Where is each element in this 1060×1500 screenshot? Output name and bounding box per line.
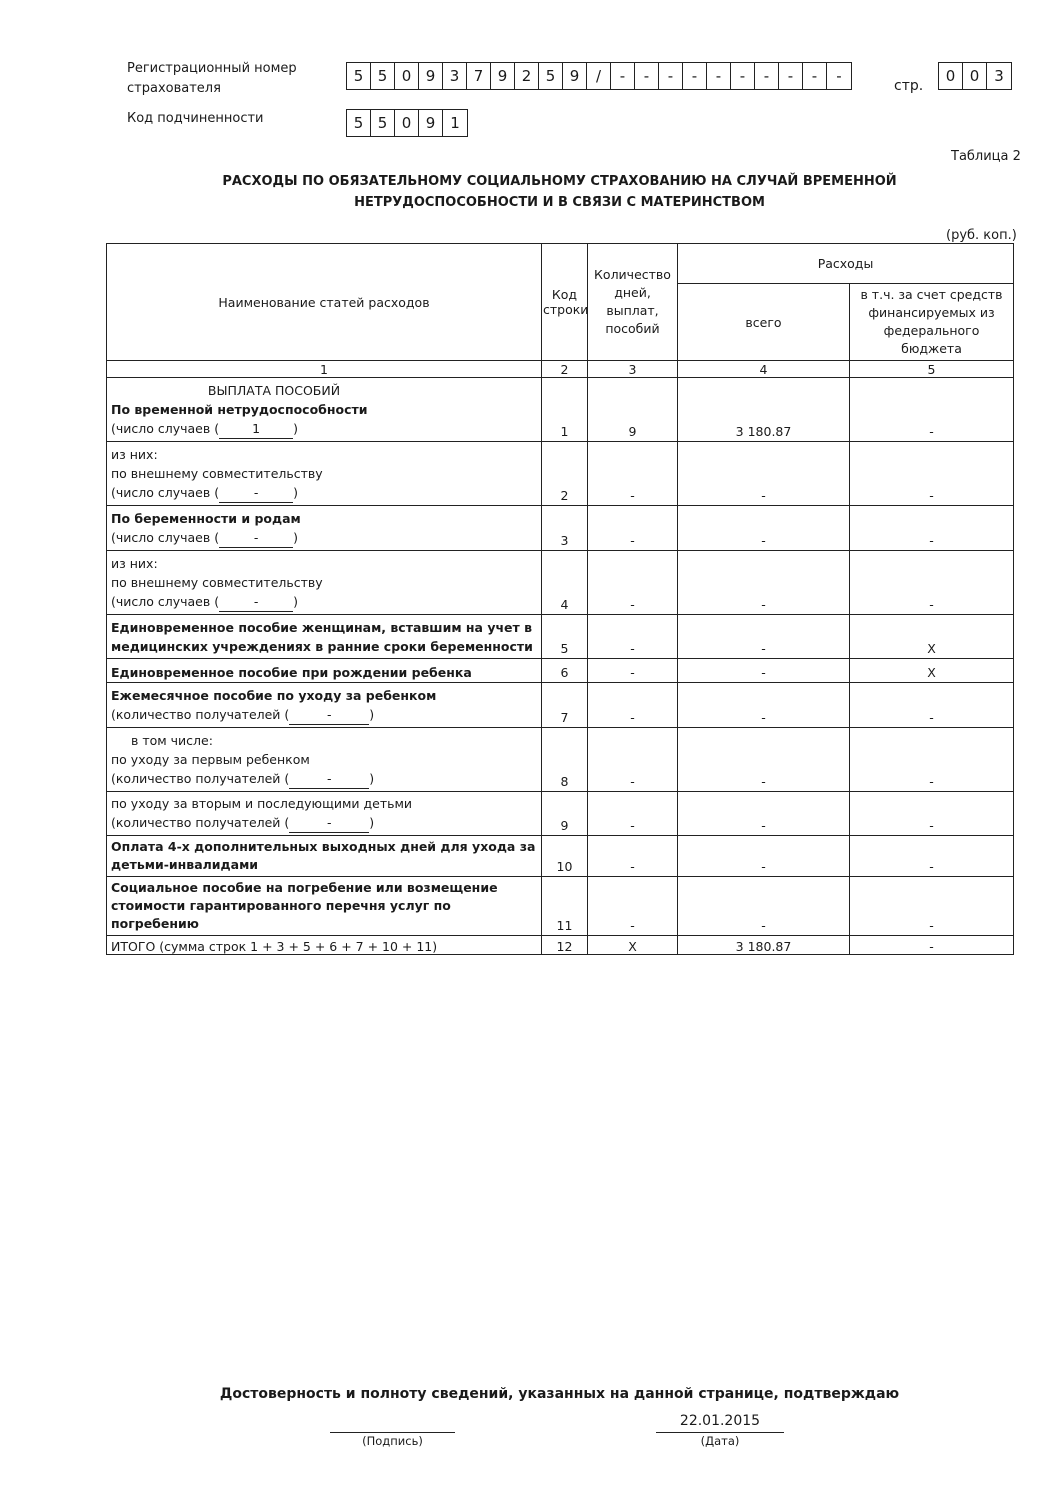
colnum-5: 5 <box>850 361 1014 378</box>
row10-l1: Оплата 4-х дополнительных выходных дней для ухода за <box>111 839 536 854</box>
row6-title: Единовременное пособие при рождении ребенка <box>107 659 542 683</box>
header-count-l1: Количество <box>594 267 671 282</box>
row2-name <box>107 442 542 506</box>
row3-sub-val: - <box>219 528 293 548</box>
digit-box: - <box>836 67 842 85</box>
header-federal-l2: финансируемых из <box>868 305 995 320</box>
row10-count: - <box>588 836 678 877</box>
page-number-boxes <box>938 62 1012 90</box>
row5-l2: медицинских учреждениях в ранние сроки беременности <box>111 639 533 654</box>
table-row <box>107 683 1014 728</box>
row4-sub-post: ) <box>293 594 298 609</box>
row1-name <box>107 378 542 442</box>
header-name <box>107 244 542 361</box>
row4-code: 4 <box>542 551 588 615</box>
row8-l1: в том числе: <box>131 733 213 748</box>
row4-sub-pre: (число случаев ( <box>111 594 220 609</box>
column-numbers-row <box>107 361 1014 378</box>
header-count <box>588 244 678 361</box>
row12-count: X <box>588 936 678 955</box>
table-row <box>107 792 1014 836</box>
row1-sub-val: 1 <box>219 419 293 439</box>
row3-title: По беременности и родам <box>111 511 301 526</box>
row7-name <box>107 683 542 728</box>
signature-caption: (Подпись) <box>362 1434 423 1448</box>
digit-box: 0 <box>395 63 419 89</box>
row2-sub <box>111 483 537 503</box>
digit-box: 5 <box>347 110 371 136</box>
row8-name <box>107 728 542 792</box>
row1-title: По временной нетрудоспособности <box>111 402 368 417</box>
row4-count: - <box>588 551 678 615</box>
row3-sub-pre: (число случаев ( <box>111 530 220 545</box>
row10-l2: детьми-инвалидами <box>111 857 259 872</box>
page-label: стр. <box>894 78 924 94</box>
colnum-1: 1 <box>107 361 542 378</box>
row2-l2: по внешнему совместительству <box>111 466 323 481</box>
row1-sub-pre: (число случаев ( <box>111 421 220 436</box>
row4-sub-val: - <box>219 592 293 612</box>
row2-sub-post: ) <box>293 485 298 500</box>
table-row <box>107 378 1014 442</box>
row5-count: - <box>588 615 678 659</box>
subordination-label: Код подчиненности <box>127 111 264 126</box>
header-federal-l1: в т.ч. за счет средств <box>860 287 1003 302</box>
expenses-table <box>106 243 1014 955</box>
row7-title: Ежемесячное пособие по уходу за ребенком <box>111 688 437 703</box>
row2-sub-val: - <box>219 483 293 503</box>
digit-box: 9 <box>491 63 515 89</box>
table-row <box>107 877 1014 936</box>
colnum-3: 3 <box>588 361 678 378</box>
row12-federal: - <box>850 936 1014 955</box>
row9-sub-pre: (количество получателей ( <box>111 815 290 830</box>
row1-code: 1 <box>542 378 588 442</box>
row9-count: - <box>588 792 678 836</box>
row5-code: 5 <box>542 615 588 659</box>
header-code-l2: строки <box>543 302 589 317</box>
row9-sub-val: - <box>289 813 369 833</box>
row10-name <box>107 836 542 877</box>
header-code-l1: Код <box>551 287 578 302</box>
digit-box: - <box>635 63 659 89</box>
row8-federal: - <box>850 728 1014 792</box>
table-number-label: Таблица 2 <box>951 149 1021 164</box>
row4-l2: по внешнему совместительству <box>111 575 323 590</box>
row4-federal: - <box>850 551 1014 615</box>
table-row <box>107 936 1014 955</box>
digit-box: 9 <box>563 63 587 89</box>
row6-total: - <box>678 659 850 683</box>
row8-code: 8 <box>542 728 588 792</box>
row12-code: 12 <box>542 936 588 955</box>
row12-total: 3 180.87 <box>678 936 850 955</box>
row1-total: 3 180.87 <box>678 378 850 442</box>
digit-box: - <box>779 63 803 89</box>
table-row <box>107 506 1014 551</box>
header-count-l3: выплат, <box>606 303 659 318</box>
row8-total: - <box>678 728 850 792</box>
row11-federal: - <box>850 877 1014 936</box>
row3-count: - <box>588 506 678 551</box>
header-expenses-text: Расходы <box>817 256 874 271</box>
confirmation-text: Достоверность и полноту сведений, указанных на данной странице, подтверждаю <box>219 1386 900 1402</box>
colnum-4: 4 <box>678 361 850 378</box>
row6-federal: X <box>850 659 1014 683</box>
digit-box: 0 <box>939 63 963 89</box>
digit-box: - <box>731 63 755 89</box>
date-line <box>656 1432 784 1433</box>
header-count-l4: пособий <box>605 321 660 336</box>
row10-federal: - <box>850 836 1014 877</box>
row11-l2: стоимости гарантированного перечня услуг по <box>111 898 451 913</box>
header-federal-l3: федерального бюджета <box>883 323 980 356</box>
digit-box: 5 <box>539 63 563 89</box>
table-row <box>107 836 1014 877</box>
table-row <box>107 659 1014 683</box>
header-code <box>542 244 588 361</box>
row2-l1: из них: <box>111 447 158 462</box>
row7-total: - <box>678 683 850 728</box>
table-row <box>107 442 1014 506</box>
row3-code: 3 <box>542 506 588 551</box>
row8-sub-pre: (количество получателей ( <box>111 771 290 786</box>
table-row <box>107 615 1014 659</box>
date-value: 22.01.2015 <box>679 1413 761 1429</box>
row8-sub-post: ) <box>369 771 375 786</box>
row4-sub <box>111 592 537 612</box>
row2-count: - <box>588 442 678 506</box>
date-caption: (Дата) <box>700 1434 740 1448</box>
row10-code: 10 <box>542 836 588 877</box>
row8-sub <box>111 769 537 789</box>
digit-box: - <box>659 63 683 89</box>
row7-sub-val: - <box>289 705 369 725</box>
row4-l1: из них: <box>111 556 158 571</box>
reg-number-label <box>127 59 297 99</box>
row2-code: 2 <box>542 442 588 506</box>
subordination-code-boxes <box>346 109 468 137</box>
row3-federal: - <box>850 506 1014 551</box>
table-row <box>107 728 1014 792</box>
row4-total: - <box>678 551 850 615</box>
digit-box: 5 <box>371 63 395 89</box>
row12-title: ИТОГО (сумма строк 1 + 3 + 5 + 6 + 7 + 10 + 11) <box>107 936 542 955</box>
digit-box: 7 <box>467 63 491 89</box>
units-label: (руб. коп.) <box>946 228 1017 243</box>
title-line1: РАСХОДЫ ПО ОБЯЗАТЕЛЬНОМУ СОЦИАЛЬНОМУ СТРАХОВАНИЮ НА СЛУЧАЙ ВРЕМЕННОЙ <box>222 174 897 189</box>
digit-box: - <box>707 63 731 89</box>
digit-box: 5 <box>347 63 371 89</box>
row9-total: - <box>678 792 850 836</box>
row1-count: 9 <box>588 378 678 442</box>
row3-total: - <box>678 506 850 551</box>
row11-count: - <box>588 877 678 936</box>
header-expenses <box>678 244 1014 284</box>
digit-box: 3 <box>443 63 467 89</box>
header-count-l2: дней, <box>614 285 651 300</box>
row8-sub-val: - <box>289 769 369 789</box>
row5-total: - <box>678 615 850 659</box>
row9-federal: - <box>850 792 1014 836</box>
row11-l1: Социальное пособие на погребение или возмещение <box>111 880 498 895</box>
digit-box: 9 <box>419 63 443 89</box>
row9-sub <box>111 813 537 833</box>
digit-box: - <box>803 63 827 89</box>
row10-total: - <box>678 836 850 877</box>
reg-number-boxes <box>346 62 852 90</box>
document-title <box>106 171 1013 213</box>
row7-federal: - <box>850 683 1014 728</box>
row7-count: - <box>588 683 678 728</box>
row3-name <box>107 506 542 551</box>
row11-code: 11 <box>542 877 588 936</box>
row11-total: - <box>678 877 850 936</box>
digit-box: 5 <box>371 110 395 136</box>
digit-box: 0 <box>963 63 987 89</box>
digit-box: 3 <box>994 67 1004 85</box>
row7-sub-pre: (количество получателей ( <box>111 707 290 722</box>
row5-federal: X <box>850 615 1014 659</box>
row6-count: - <box>588 659 678 683</box>
header-total-text: всего <box>745 314 782 330</box>
digit-box: - <box>755 63 779 89</box>
row6-code: 6 <box>542 659 588 683</box>
header-federal <box>850 284 1014 361</box>
row9-name <box>107 792 542 836</box>
row2-federal: - <box>850 442 1014 506</box>
digit-box: 2 <box>515 63 539 89</box>
row2-total: - <box>678 442 850 506</box>
header-name-text: Наименование статей расходов <box>218 294 430 310</box>
row7-sub <box>111 705 537 725</box>
row2-sub-pre: (число случаев ( <box>111 485 220 500</box>
row8-count: - <box>588 728 678 792</box>
signature-line <box>330 1432 455 1433</box>
digit-box: / <box>587 63 611 89</box>
row11-name <box>107 877 542 936</box>
section-title: ВЫПЛАТА ПОСОБИЙ <box>207 383 341 398</box>
row3-sub-post: ) <box>293 530 298 545</box>
colnum-2: 2 <box>542 361 588 378</box>
digit-box: - <box>683 63 707 89</box>
row8-l2: по уходу за первым ребенком <box>111 752 310 767</box>
row1-sub <box>111 419 537 439</box>
row1-federal: - <box>850 378 1014 442</box>
digit-box: 9 <box>419 110 443 136</box>
row9-code: 9 <box>542 792 588 836</box>
reg-label-line1: Регистрационный номер <box>127 61 297 76</box>
row7-code: 7 <box>542 683 588 728</box>
row4-name <box>107 551 542 615</box>
row5-name <box>107 615 542 659</box>
row9-l1: по уходу за вторым и последующими детьми <box>111 796 413 811</box>
table-row <box>107 551 1014 615</box>
row7-sub-post: ) <box>369 707 375 722</box>
row11-l3: погребению <box>111 916 199 931</box>
row3-sub <box>111 528 537 548</box>
digit-box: 0 <box>395 110 419 136</box>
reg-label-line2: страхователя <box>127 81 221 96</box>
digit-box: 1 <box>450 114 460 132</box>
digit-box: - <box>611 63 635 89</box>
header-total <box>678 284 850 361</box>
row1-sub-post: ) <box>293 421 298 436</box>
title-line2: НЕТРУДОСПОСОБНОСТИ И В СВЯЗИ С МАТЕРИНСТВОМ <box>354 195 765 210</box>
row9-sub-post: ) <box>369 815 375 830</box>
row5-l1: Единовременное пособие женщинам, вставшим на учет в <box>111 620 533 635</box>
